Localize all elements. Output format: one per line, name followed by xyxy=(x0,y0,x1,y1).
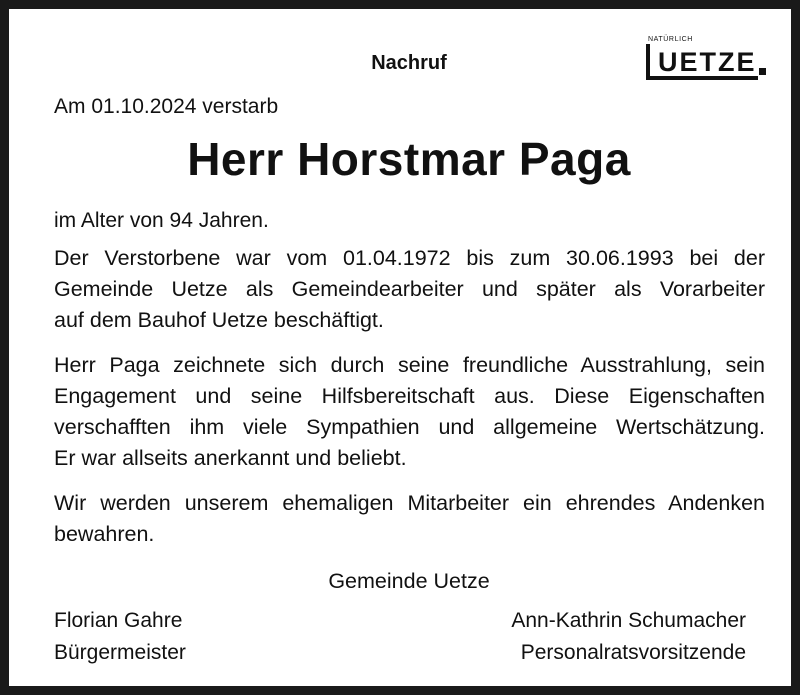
signatory-left-role: Bürgermeister xyxy=(54,641,186,664)
paragraph-line: auf dem Bauhof Uetze beschäftigt. xyxy=(54,308,384,332)
paragraph-line: Engagement und seine Hilfsbereitschaft aus. Diese Eigenschaften xyxy=(54,384,765,408)
paragraph-line: Der Verstorbene war vom 01.04.1972 bis zum 30.06.1993 bei der xyxy=(54,246,765,270)
paragraph-line: Gemeinde Uetze als Gemeindearbeiter und später als Vorarbeiter xyxy=(54,277,765,301)
tribute-paragraph xyxy=(54,350,765,474)
signatory-right-role: Personalratsvorsitzende xyxy=(520,641,746,664)
organization-name: Gemeinde Uetze xyxy=(328,569,490,593)
logo-tagline: NATÜRLICH xyxy=(648,36,693,43)
death-date-line: Am 01.10.2024 verstarb xyxy=(54,95,279,118)
signatory-left-name: Florian Gahre xyxy=(54,609,183,632)
paragraph-line: bewahren. xyxy=(54,522,155,546)
signatory-right-name: Ann-Kathrin Schumacher xyxy=(511,609,746,632)
paragraph-line: Wir werden unserem ehemaligen Mitarbeiter ein ehrendes Andenken xyxy=(54,491,765,515)
age-line: im Alter von 94 Jahren. xyxy=(54,209,269,232)
closing-paragraph xyxy=(54,488,765,550)
notice-heading: Nachruf xyxy=(371,52,447,74)
deceased-name: Herr Horstmar Paga xyxy=(187,133,631,185)
paragraph-line: verschafften ihm viele Sympathien und allgemeine Wertschätzung. xyxy=(54,415,765,439)
paragraph-line: Herr Paga zeichnete sich durch seine freundliche Ausstrahlung, sein xyxy=(54,353,765,377)
paragraph-line: Er war allseits anerkannt und beliebt. xyxy=(54,446,407,470)
employment-paragraph xyxy=(54,243,765,336)
logo-wordmark: UETZE xyxy=(658,47,757,77)
